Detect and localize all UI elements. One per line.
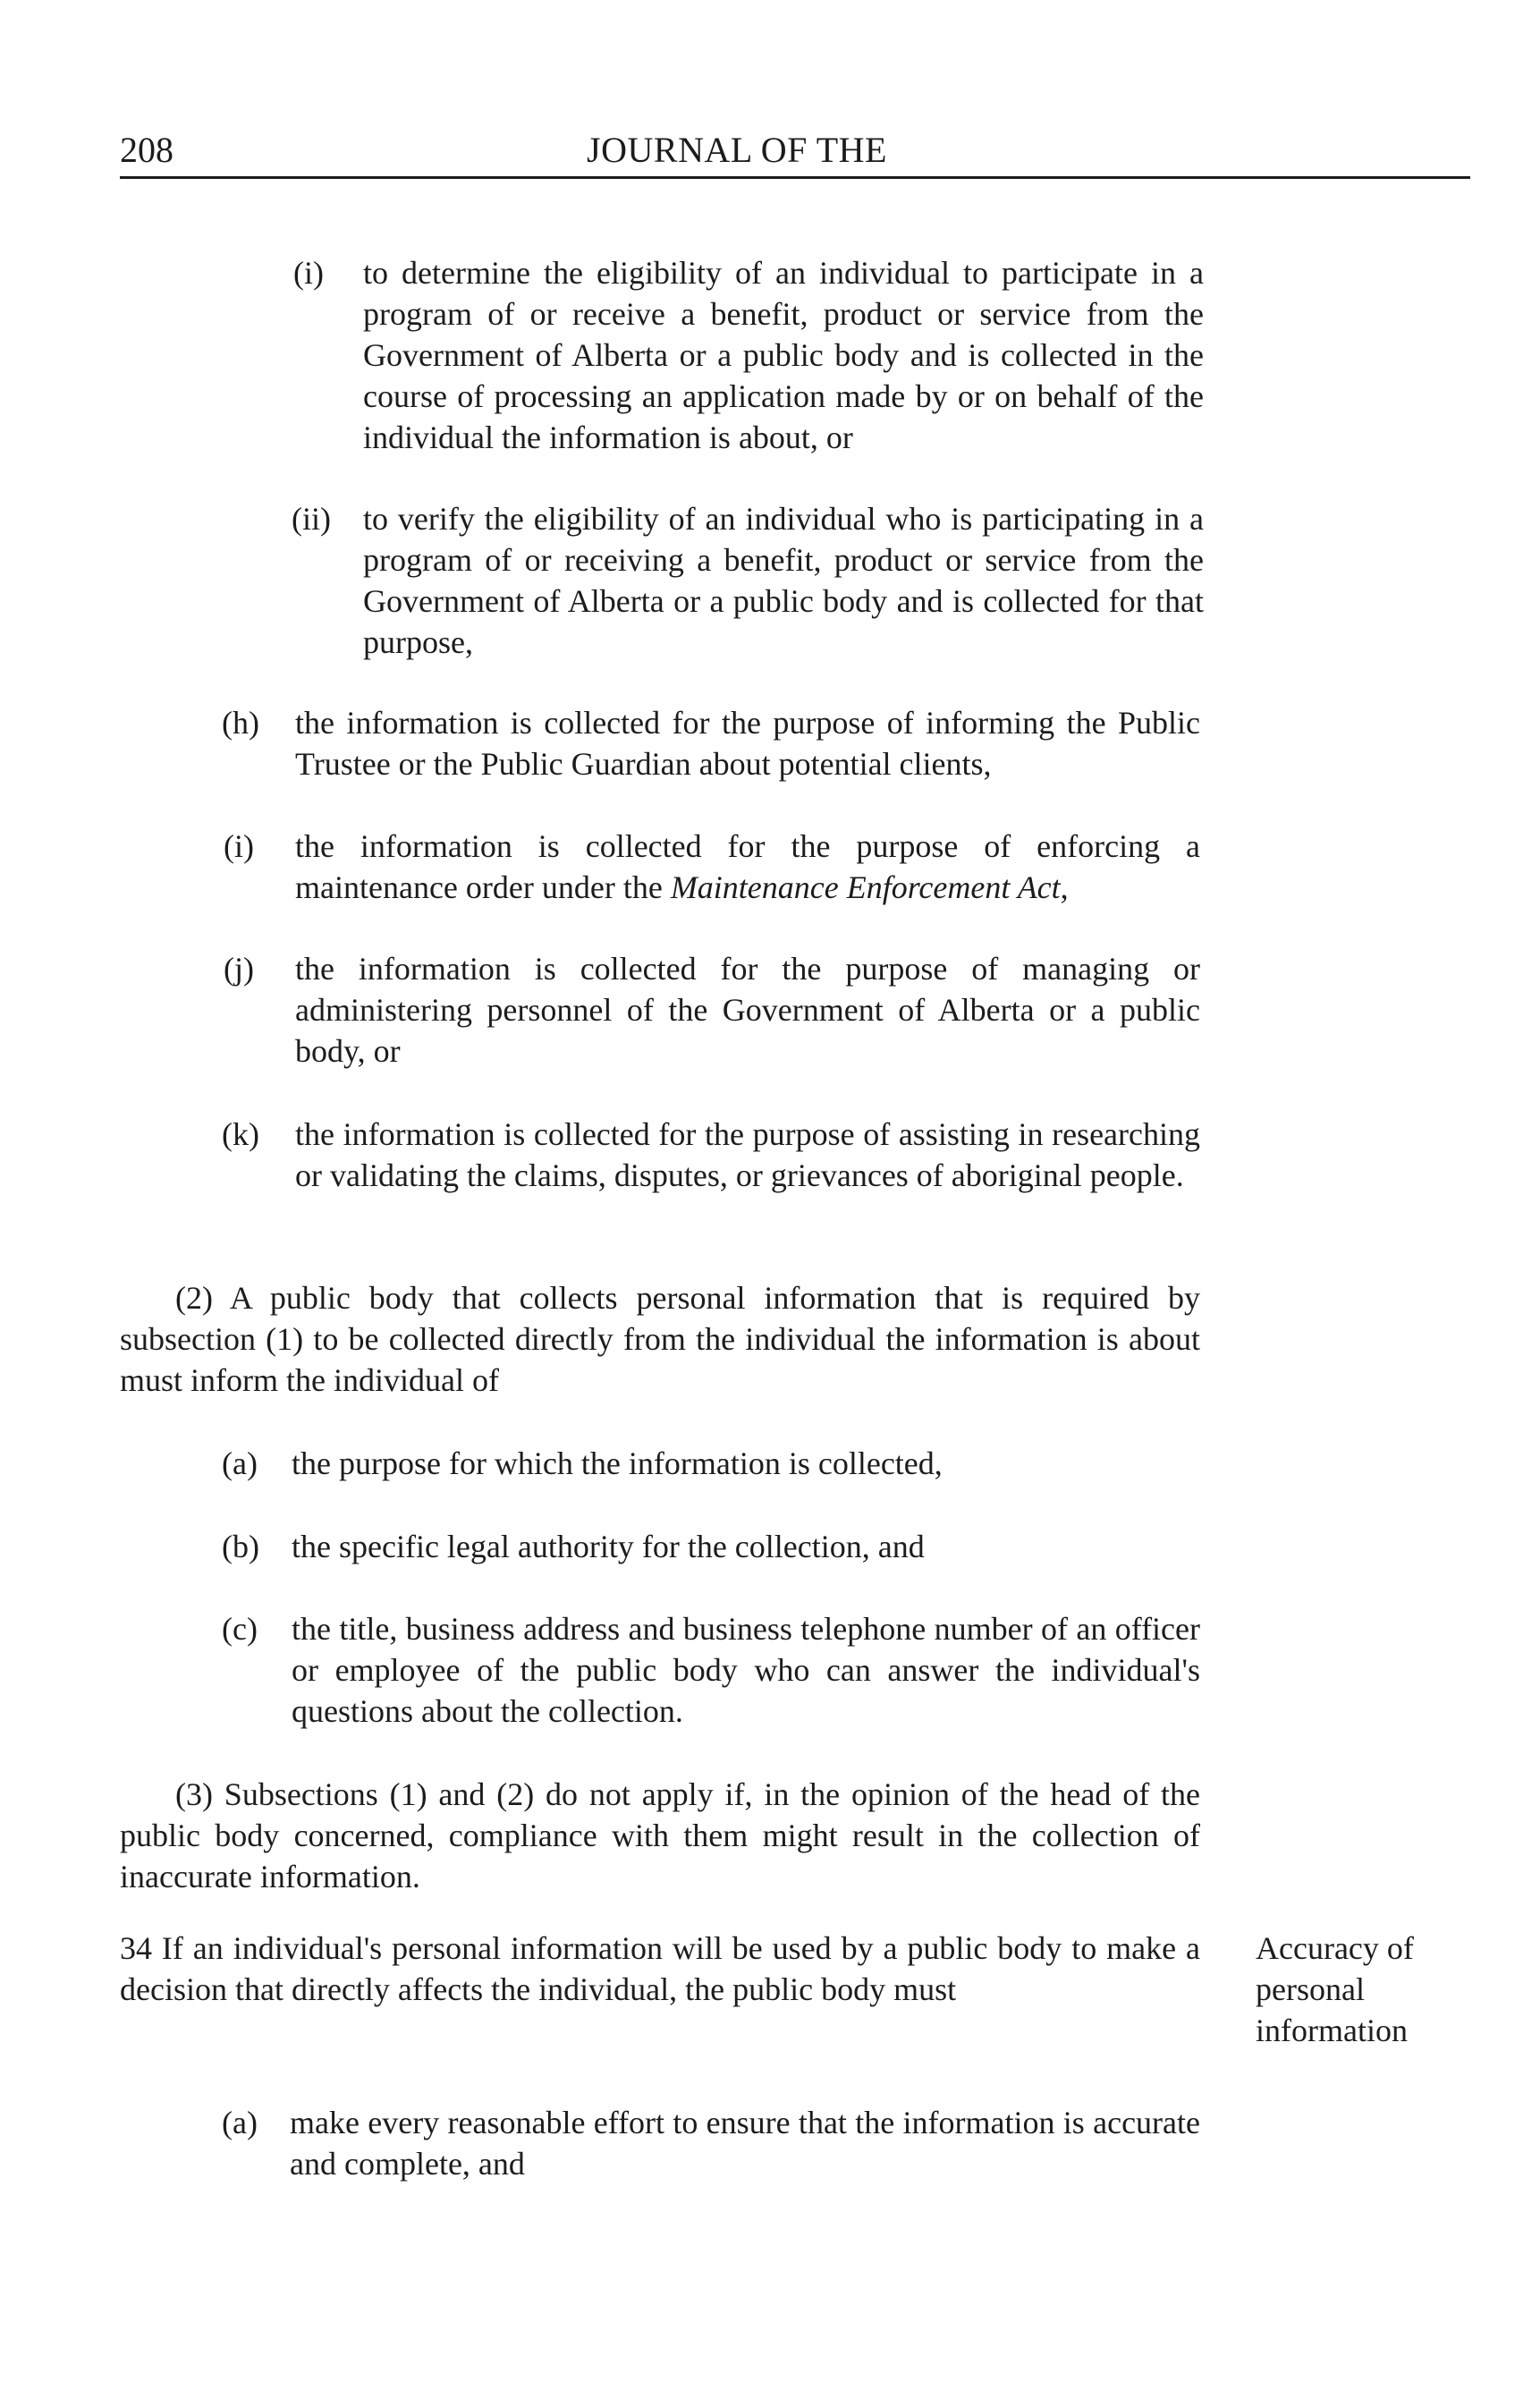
clause-text: the title, business address and business telephone number of an officer or employee of the public body who can answer the individual's questions about the collection.	[292, 1611, 1200, 1729]
margin-note-line: information	[1256, 2013, 1408, 2048]
clause-text: the information is collected for the purpose of managing or administering personnel of the Government of Alberta or a public body, or	[295, 951, 1200, 1069]
margin-note-line: personal	[1256, 1971, 1365, 2007]
clause-text: the information is collected for the purpose of informing the Public Trustee or the Public Guardian about potential clients,	[295, 705, 1200, 782]
clause-text-part: ,	[1060, 869, 1069, 905]
clause-label: (i)	[224, 828, 254, 864]
clause-text: to verify the eligibility of an individual who is participating in a program of or receiving a benefit, product or service from the Government of Alberta or a public body and is collected for that purpose,	[363, 501, 1204, 660]
clause-text: the information is collected for the purpose of assisting in researching or validating the claims, disputes, or grievances of aboriginal people.	[295, 1116, 1200, 1193]
clause-text-part: the information is collected for the purpose of enforcing a maintenance order under the	[295, 828, 1200, 905]
clause-label: (c)	[222, 1611, 258, 1647]
page-number: 208	[120, 130, 173, 170]
subsection-2-text: (2) A public body that collects personal information that is required by subsection (1) to be collected directly from the individual the information is about must inform the individual of	[120, 1280, 1200, 1398]
clause-label: (k)	[222, 1116, 259, 1152]
running-head: JOURNAL OF THE	[587, 130, 887, 170]
clause-label: (a)	[222, 2105, 258, 2140]
subsection-3-text: (3) Subsections (1) and (2) do not apply if, in the opinion of the head of the public body concerned, compliance with them might result in the collection of inaccurate information.	[120, 1776, 1200, 1894]
clause-text: the purpose for which the information is collected,	[292, 1445, 943, 1481]
margin-note	[1256, 1928, 1470, 2051]
clause-label: (h)	[222, 705, 259, 741]
clause-label: (i)	[293, 255, 324, 291]
header-rule	[120, 176, 1470, 179]
page-header	[120, 125, 1470, 175]
clause-label: (b)	[222, 1529, 259, 1564]
clause-text: the specific legal authority for the collection, and	[292, 1529, 925, 1564]
clause-text: make every reasonable effort to ensure that the information is accurate and complete, and	[290, 2105, 1200, 2182]
section-34-text: 34 If an individual's personal information will be used by a public body to make a decision that directly affects the individual, the public body must	[120, 1930, 1200, 2007]
clause-label: (a)	[222, 1445, 258, 1481]
clause-label: (j)	[224, 951, 254, 987]
act-title: Maintenance Enforcement Act	[670, 869, 1061, 905]
clause-text	[295, 826, 1200, 908]
clause-text: to determine the eligibility of an individual to participate in a program of or receive a benefit, product or service from the Government of Alberta or a public body and is collected in the course of processing an application made by or on behalf of the individual the information is about, or	[363, 255, 1204, 455]
margin-note-line: Accuracy of	[1256, 1930, 1414, 1966]
clause-label: (ii)	[292, 501, 331, 537]
